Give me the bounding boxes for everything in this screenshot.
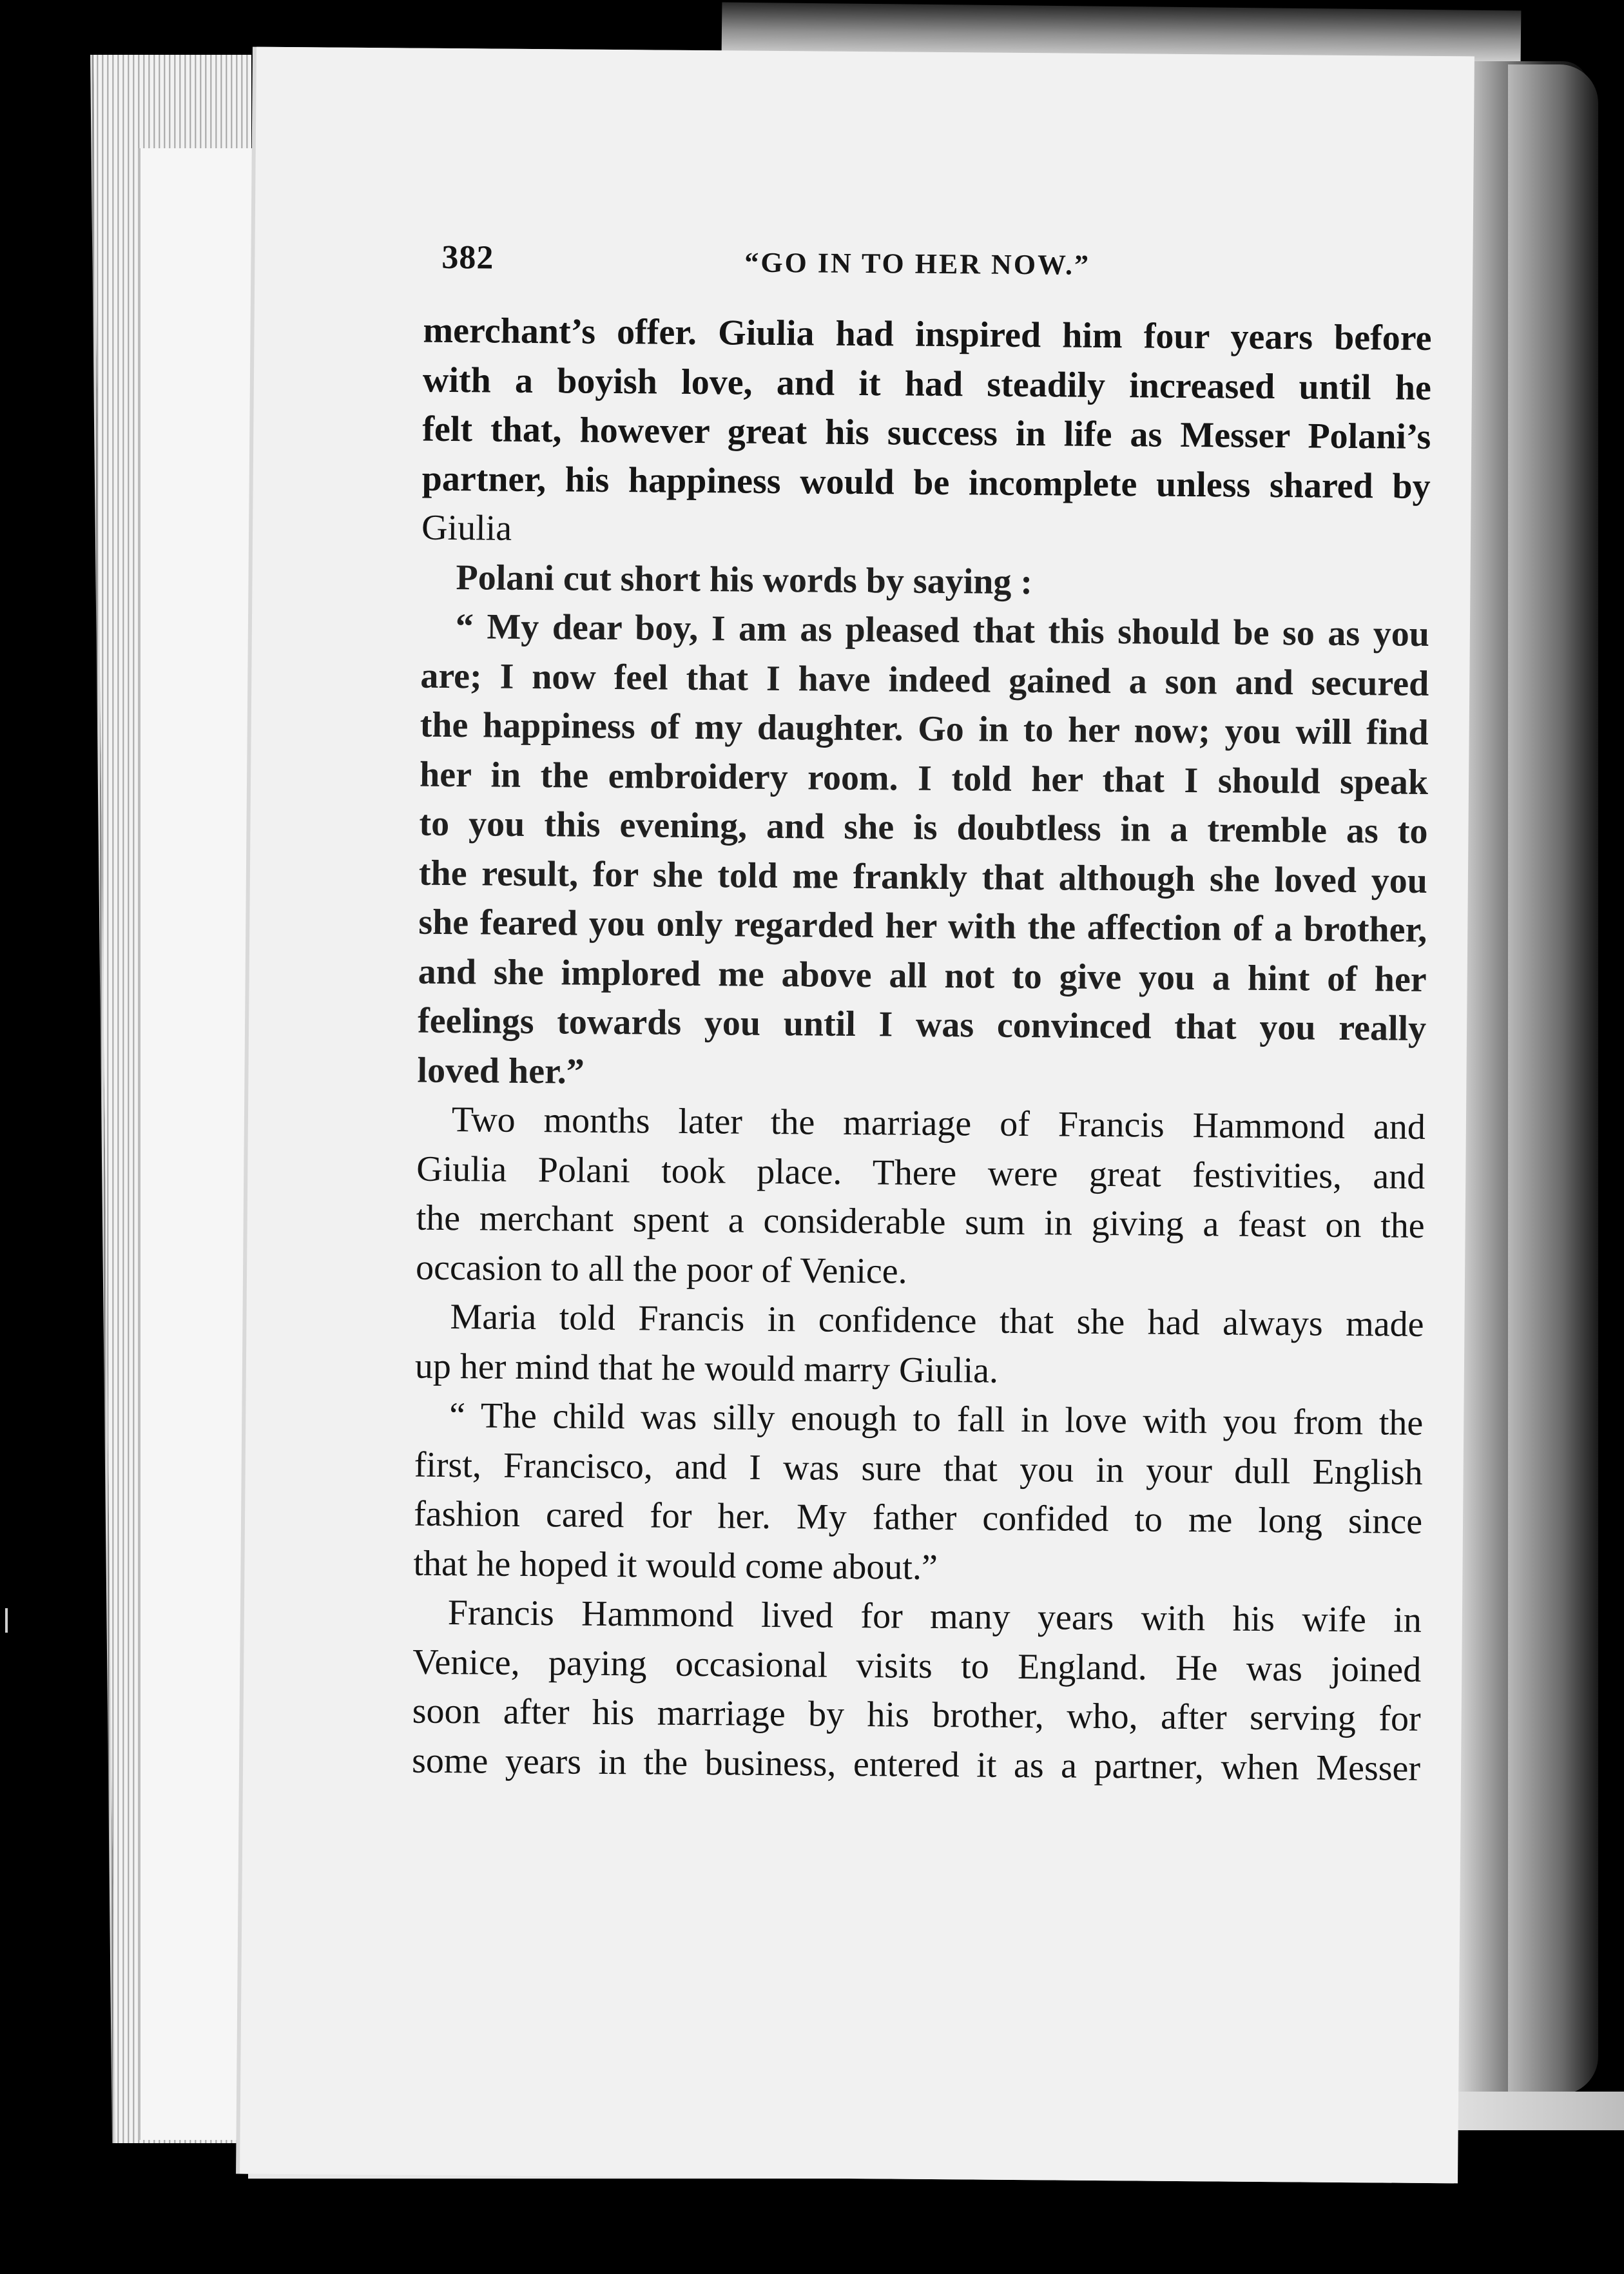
page-header [441, 238, 1447, 298]
left-facing-page [139, 148, 253, 2140]
text-line: first, Francisco, and I was sure that you in your dull English [414, 1444, 1423, 1493]
book-page [240, 47, 1474, 2184]
text-line: the happiness of my daughter. Go in to her now; you will find [420, 705, 1429, 753]
text-line: partner, his happiness would be incomplete unless shared by [421, 458, 1431, 507]
running-head: “GO IN TO HER NOW.” [744, 246, 1091, 281]
text-line: soon after his marriage by his brother, who, after serving for [412, 1691, 1421, 1739]
text-line: Two months later the marriage of Francis Hammond and [451, 1100, 1426, 1147]
text-line: up her mind that he would marry Giulia. [414, 1346, 999, 1391]
text-line: fashion cared for her. My father confided to me long since [413, 1493, 1423, 1542]
text-line: are; I now feel that I have indeed gained a son and secured [420, 656, 1429, 704]
text-line: Francis Hammond lived for many years with his wife in [447, 1593, 1422, 1640]
text-line: Polani cut short his words by saying : [456, 557, 1033, 602]
text-line: that he hoped it would come about.” [413, 1543, 938, 1588]
text-line: Venice, paying occasional visits to England. He was joined [412, 1642, 1422, 1690]
text-line: “ The child was silly enough to fall in love with you from the [449, 1395, 1424, 1443]
text-line: and she implored me above all not to give you a hint of her [418, 951, 1427, 1000]
body-text [412, 306, 1432, 1793]
text-line: felt that, however great his success in life as Messer Polani’s [422, 409, 1431, 457]
text-line: feelings towards you until I was convinced that you really [417, 1000, 1427, 1049]
right-book-edge [1508, 64, 1598, 2095]
text-line: Giulia [421, 507, 512, 549]
text-line: she feared you only regarded her with the affection of a brother, [418, 902, 1427, 950]
scan-artifact-mark [5, 1608, 8, 1633]
text-line: some years in the business, entered it as a partner, when Messer [411, 1740, 1421, 1789]
text-line: “ My dear boy, I am as pleased that this should be so as you [455, 607, 1430, 654]
text-line: to you this evening, and she is doubtless in a tremble as to [419, 803, 1428, 851]
text-line: Maria told Francis in confidence that she had always made [450, 1297, 1424, 1345]
text-line: Giulia Polani took place. There were great festivities, and [416, 1149, 1426, 1197]
right-bottom-strip [1450, 2092, 1624, 2130]
text-line: with a boyish love, and it had steadily increased until he [422, 360, 1432, 408]
text-line: occasion to all the poor of Venice. [415, 1247, 907, 1292]
text-line: the merchant spent a considerable sum in giving a feast on the [416, 1198, 1425, 1246]
text-line: loved her.” [417, 1050, 585, 1092]
page-number: 382 [441, 238, 494, 277]
text-line: merchant’s offer. Giulia had inspired him four years before [423, 310, 1432, 358]
text-line: her in the embroidery room. I told her that I should speak [419, 754, 1429, 802]
text-line: the result, for she told me frankly that although she loved you [418, 853, 1428, 901]
